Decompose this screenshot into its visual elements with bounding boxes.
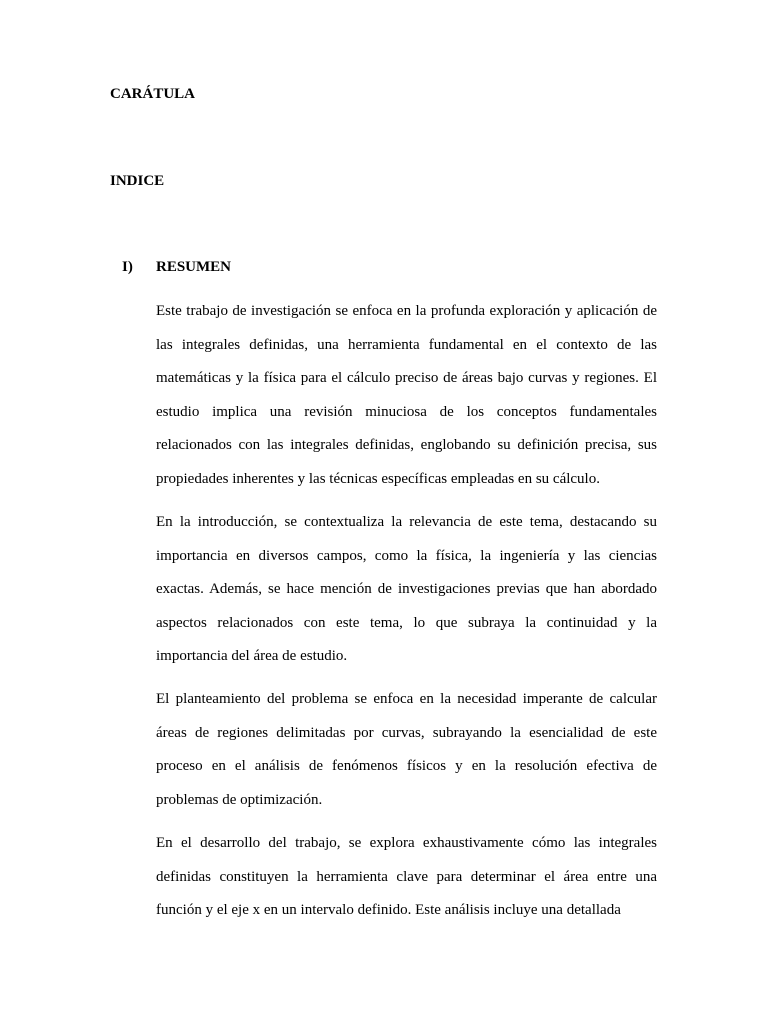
summary-paragraph-1: Este trabajo de investigación se enfoca en la profunda exploración y aplicación de las integrales definidas, una herramienta fundamental en el contexto de las matemáticas y la física para el cálculo preciso de áreas bajo curvas y regiones. El estudio implica una revisión minuciosa de los conceptos fundamentales relacionados con las integrales definidas, englobando su definición precisa, sus propiedades inherentes y las técnicas específicas empleadas en su cálculo. — [156, 303, 657, 487]
summary-paragraph-3: El planteamiento del problema se enfoca en la necesidad imperante de calcular áreas de regiones delimitadas por curvas, subrayando la esencialidad de este proceso en el análisis de fenómenos físicos y en la resolución efectiva de problemas de optimización. — [156, 691, 657, 808]
index-heading: INDICE — [110, 173, 165, 189]
section-title: RESUMEN — [156, 259, 232, 275]
summary-paragraph-2: En la introducción, se contextualiza la relevancia de este tema, destacando su importancia en diversos campos, como la física, la ingeniería y las ciencias exactas. Además, se hace mención de investigaciones previas que han abordado aspectos relacionados con este tema, lo que subraya la continuidad y la importancia del área de estudio. — [156, 514, 657, 664]
section-number: I) — [122, 259, 133, 275]
cover-heading: CARÁTULA — [110, 86, 196, 102]
summary-paragraph-4: En el desarrollo del trabajo, se explora exhaustivamente cómo las integrales definidas constituyen la herramienta clave para determinar el área entre una función y el eje x en un intervalo definido. Este análisis incluye una detallada — [156, 835, 657, 918]
